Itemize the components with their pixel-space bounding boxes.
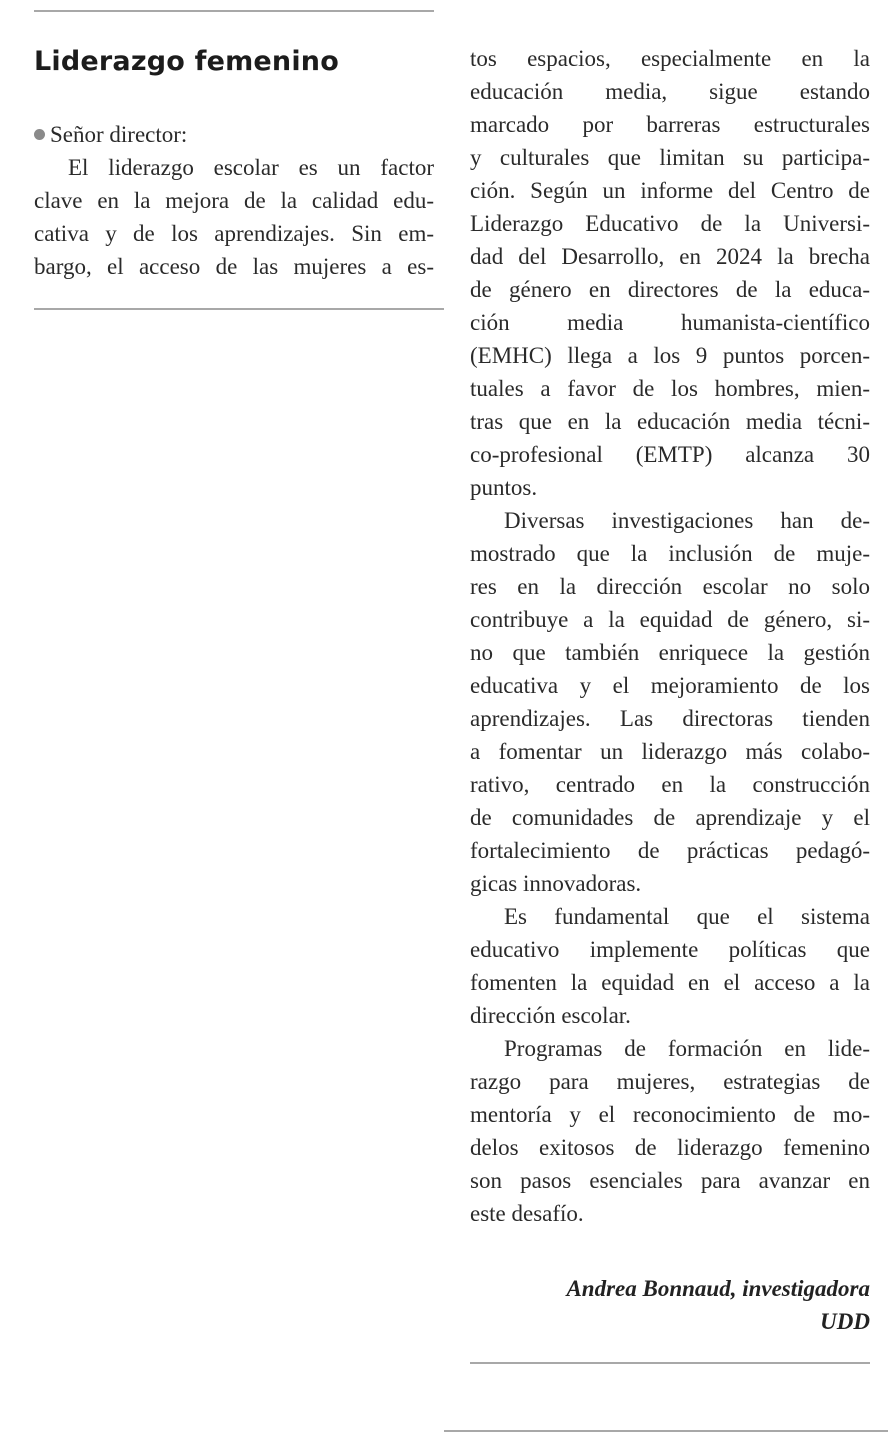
text-line: razgo para mujeres, estrategias de xyxy=(470,1069,870,1094)
text-line: tos espacios, especialmente en la xyxy=(470,46,870,71)
text-line: El liderazgo escolar es un factor xyxy=(68,155,434,180)
text-line: dad del Desarrollo, en 2024 la brecha xyxy=(470,244,870,269)
text-line: rativo, centrado en la construcción xyxy=(470,772,870,797)
text-line: cativa y de los aprendizajes. Sin em- xyxy=(34,221,434,246)
text-line: fomenten la equidad en el acceso a la xyxy=(470,970,870,995)
letter-column-right xyxy=(470,42,870,1230)
text-line: (EMHC) llega a los 9 puntos porcen- xyxy=(470,343,870,368)
salutation-text: Señor director: xyxy=(50,122,188,147)
author-signature xyxy=(470,1272,870,1338)
salutation xyxy=(34,118,434,151)
text-line: de comunidades de aprendizaje y el xyxy=(470,805,870,830)
text-line: tuales a favor de los hombres, mien- xyxy=(470,376,870,401)
text-line: delos exitosos de liderazgo femenino xyxy=(470,1135,870,1160)
text-line: ción. Según un informe del Centro de xyxy=(470,178,870,203)
text-line: bargo, el acceso de las mujeres a es- xyxy=(34,254,434,279)
text-line: este desafío. xyxy=(470,1201,584,1226)
text-line: educación media, sigue estando xyxy=(470,79,870,104)
text-line: Programas de formación en lide- xyxy=(504,1036,870,1061)
text-line: puntos. xyxy=(470,475,538,500)
text-line: res en la dirección escolar no solo xyxy=(470,574,870,599)
author-affiliation: UDD xyxy=(820,1309,870,1334)
text-line: gicas innovadoras. xyxy=(470,871,642,896)
text-line: Diversas investigaciones han de- xyxy=(504,508,870,533)
text-line: clave en la mejora de la calidad edu- xyxy=(34,188,434,213)
text-line: tras que en la educación media técni- xyxy=(470,409,870,434)
author-name: Andrea Bonnaud, investigadora xyxy=(566,1276,870,1301)
text-line: Liderazgo Educativo de la Universi- xyxy=(470,211,870,236)
signature-divider xyxy=(470,1362,870,1364)
text-line: contribuye a la equidad de género, si- xyxy=(470,607,870,632)
bottom-divider xyxy=(444,1430,888,1432)
text-line: mentoría y el reconocimiento de mo- xyxy=(470,1102,870,1127)
text-line: marcado por barreras estructurales xyxy=(470,112,870,137)
text-line: y culturales que limitan su participa- xyxy=(470,145,870,170)
text-line: son pasos esenciales para avanzar en xyxy=(470,1168,870,1193)
column-divider xyxy=(34,308,444,310)
top-divider xyxy=(34,10,434,12)
text-line: a fomentar un liderazgo más colabo- xyxy=(470,739,870,764)
text-line: educativa y el mejoramiento de los xyxy=(470,673,870,698)
bullet-icon xyxy=(34,129,45,140)
text-line: no que también enriquece la gestión xyxy=(470,640,870,665)
text-line: fortalecimiento de prácticas pedagó- xyxy=(470,838,870,863)
text-line: ción media humanista-científico xyxy=(470,310,870,335)
text-line: aprendizajes. Las directoras tienden xyxy=(470,706,870,731)
text-line: co-profesional (EMTP) alcanza 30 xyxy=(470,442,870,467)
text-line: mostrado que la inclusión de muje- xyxy=(470,541,870,566)
letter-column-left xyxy=(34,118,434,283)
text-line: Es fundamental que el sistema xyxy=(504,904,870,929)
text-line: de género en directores de la educa- xyxy=(470,277,870,302)
text-line: educativo implemente políticas que xyxy=(470,937,870,962)
text-line: dirección escolar. xyxy=(470,1003,631,1028)
article-headline: Liderazgo femenino xyxy=(34,46,339,77)
